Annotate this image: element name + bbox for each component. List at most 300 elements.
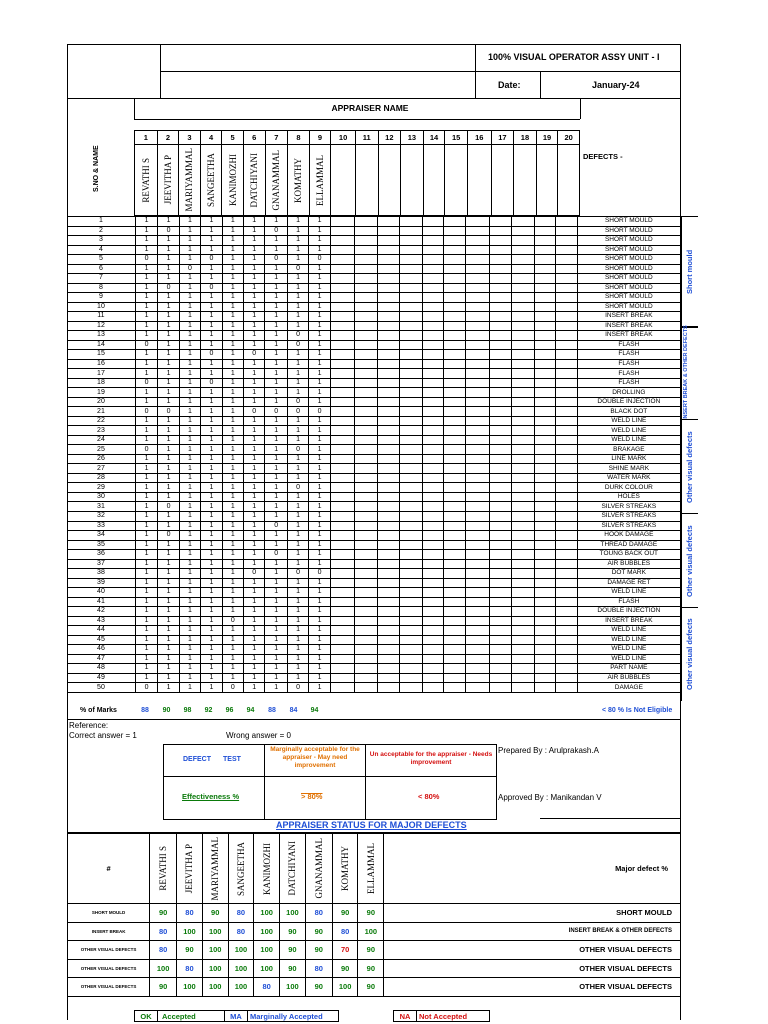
mark-cell: [512, 645, 534, 655]
mark-cell: [489, 416, 511, 426]
legend-not-accepted: Not Accepted: [417, 1011, 490, 1022]
mark-cell: 1: [287, 502, 308, 512]
mark-cell: [512, 217, 534, 227]
mark-cell: [466, 654, 489, 664]
mark-cell: 1: [265, 397, 287, 407]
mark-cell: [444, 654, 466, 664]
mark-cell: 1: [179, 654, 200, 664]
status-percent: 90: [358, 941, 384, 960]
mark-cell: [512, 597, 534, 607]
status-percent: 100: [332, 978, 358, 997]
mark-cell: 1: [287, 635, 308, 645]
mark-cell: [400, 473, 422, 483]
mark-cell: 1: [265, 492, 287, 502]
mark-cell: [400, 359, 422, 369]
mark-cell: [534, 454, 555, 464]
mark-cell: 1: [287, 531, 308, 541]
mark-cell: 1: [222, 531, 243, 541]
mark-cell: 1: [179, 511, 200, 521]
mark-cell: [377, 626, 399, 636]
mark-cell: [556, 521, 577, 531]
row-number: 49: [67, 673, 135, 683]
row-number: 3: [67, 236, 135, 246]
mark-cell: 0: [135, 255, 157, 265]
mark-cell: 1: [244, 283, 265, 293]
column-number: 20: [558, 131, 580, 145]
mark-cell: [489, 673, 511, 683]
mark-cell: 1: [309, 654, 330, 664]
mark-cell: [512, 340, 534, 350]
mark-cell: 1: [158, 445, 179, 455]
status-percent: 100: [254, 941, 280, 960]
mark-cell: [377, 597, 399, 607]
mark-cell: [355, 588, 377, 598]
mark-cell: [534, 236, 555, 246]
mark-cell: [489, 226, 511, 236]
row-number: 44: [67, 626, 135, 636]
mark-cell: [355, 350, 377, 360]
mark-cell: [355, 492, 377, 502]
status-percent: 100: [254, 922, 280, 941]
mark-cell: [556, 492, 577, 502]
appraiser-name-cell: [200, 145, 222, 216]
mark-cell: [534, 378, 555, 388]
mark-cell: [377, 293, 399, 303]
mark-cell: [556, 388, 577, 398]
mark-cell: 1: [201, 483, 222, 493]
status-name-cell: [332, 834, 358, 904]
mark-cell: [377, 378, 399, 388]
mark-cell: 1: [135, 588, 157, 598]
mark-cell: [444, 645, 466, 655]
mark-cell: [422, 559, 443, 569]
mark-cell: 1: [287, 388, 308, 398]
mark-cell: [466, 407, 489, 417]
mark-cell: [330, 302, 354, 312]
mark-cell: [489, 397, 511, 407]
mark-cell: [512, 321, 534, 331]
marks-label: % of Marks: [80, 707, 117, 714]
row-number: 9: [67, 293, 135, 303]
mark-cell: [422, 226, 443, 236]
mark-cell: [556, 607, 577, 617]
mark-cell: [466, 378, 489, 388]
mark-cell: [466, 559, 489, 569]
mark-cell: 1: [244, 426, 265, 436]
mark-cell: [355, 664, 377, 674]
mark-cell: 1: [244, 369, 265, 379]
mark-cell: [444, 302, 466, 312]
status-appraiser-name: KOMATHY: [340, 846, 351, 891]
mark-cell: [355, 445, 377, 455]
criteria-vline1: [264, 744, 265, 820]
mark-cell: 1: [179, 502, 200, 512]
mark-cell: 1: [158, 626, 179, 636]
mark-cell: [556, 350, 577, 360]
mark-cell: [556, 616, 577, 626]
appraiser-name-cell: [401, 145, 424, 216]
mark-cell: [444, 597, 466, 607]
mark-cell: 1: [179, 388, 200, 398]
correct-answer: Correct answer = 1: [69, 731, 137, 740]
mark-cell: [330, 654, 354, 664]
row-number: 38: [67, 569, 135, 579]
status-name-cell: [358, 834, 384, 904]
mark-cell: 1: [201, 397, 222, 407]
mark-cell: [355, 407, 377, 417]
mark-cell: 1: [179, 245, 200, 255]
table-row: [67, 388, 681, 398]
mark-cell: 1: [158, 521, 179, 531]
appraiser-name-cell: [514, 145, 537, 216]
mark-cell: [512, 283, 534, 293]
mark-cell: 1: [265, 464, 287, 474]
defect-name: SHORT MOULD: [577, 264, 680, 274]
mark-cell: [422, 264, 443, 274]
mark-cell: [556, 274, 577, 284]
mark-cell: 1: [158, 683, 179, 693]
mark-cell: [556, 340, 577, 350]
mark-cell: [330, 293, 354, 303]
mark-cell: [556, 302, 577, 312]
mark-cell: [512, 559, 534, 569]
mark-cell: 1: [135, 473, 157, 483]
mark-cell: [534, 426, 555, 436]
mark-cell: [444, 607, 466, 617]
mark-cell: [489, 426, 511, 436]
column-number: 16: [467, 131, 491, 145]
mark-cell: 1: [135, 673, 157, 683]
mark-cell: 1: [201, 616, 222, 626]
mark-cell: 1: [135, 264, 157, 274]
mark-cell: [512, 369, 534, 379]
status-percent: 70: [332, 941, 358, 960]
mark-cell: [377, 607, 399, 617]
mark-cell: [400, 483, 422, 493]
mark-cell: [422, 664, 443, 674]
mark-cell: [512, 635, 534, 645]
mark-cell: 1: [158, 473, 179, 483]
mark-cell: 1: [135, 435, 157, 445]
mark-cell: 1: [201, 331, 222, 341]
mark-cell: [330, 245, 354, 255]
mark-cell: 1: [179, 616, 200, 626]
mark-cell: [330, 464, 354, 474]
mark-cell: 1: [309, 350, 330, 360]
mark-cell: [422, 483, 443, 493]
mark-cell: 1: [309, 217, 330, 227]
mark-cell: [444, 559, 466, 569]
mark-cell: [512, 359, 534, 369]
row-number: 26: [67, 454, 135, 464]
table-row: [67, 464, 681, 474]
mark-cell: 0: [265, 550, 287, 560]
table-row: [67, 607, 681, 617]
marks-percent: 88: [141, 707, 149, 714]
mark-cell: [489, 550, 511, 560]
mark-cell: [355, 217, 377, 227]
mark-cell: [489, 331, 511, 341]
mark-cell: [330, 407, 354, 417]
mark-cell: [422, 550, 443, 560]
approved-by: Approved By : Manikandan V: [498, 793, 602, 802]
mark-cell: [377, 217, 399, 227]
status-title: APPRAISER STATUS FOR MAJOR DEFECTS: [276, 820, 467, 830]
mark-cell: 1: [135, 359, 157, 369]
mark-cell: [355, 483, 377, 493]
mark-cell: 0: [244, 350, 265, 360]
mark-cell: 1: [309, 683, 330, 693]
mark-cell: [466, 635, 489, 645]
defect-name: SHORT MOULD: [577, 283, 680, 293]
mark-cell: [400, 331, 422, 341]
mark-cell: 1: [222, 283, 243, 293]
mark-cell: [556, 293, 577, 303]
mark-cell: 1: [309, 378, 330, 388]
mark-cell: 1: [201, 445, 222, 455]
mark-cell: 1: [179, 283, 200, 293]
mark-cell: 1: [179, 378, 200, 388]
mark-cell: [400, 283, 422, 293]
mark-cell: [534, 255, 555, 265]
status-percent: 80: [305, 959, 332, 978]
mark-cell: [355, 597, 377, 607]
mark-cell: [489, 255, 511, 265]
column-number: 10: [331, 131, 356, 145]
row-number: 1: [67, 217, 135, 227]
mark-cell: [556, 673, 577, 683]
mark-cell: [355, 397, 377, 407]
date-label: Date:: [498, 80, 521, 90]
mark-cell: 1: [179, 473, 200, 483]
mark-cell: 1: [201, 550, 222, 560]
defect-name: SHORT MOULD: [577, 293, 680, 303]
mark-cell: 1: [309, 578, 330, 588]
mark-cell: 1: [287, 473, 308, 483]
mark-cell: [330, 616, 354, 626]
mark-cell: 0: [135, 445, 157, 455]
mark-cell: 1: [135, 664, 157, 674]
mark-cell: [534, 531, 555, 541]
appraiser-name: JEEVITHA P: [162, 155, 173, 205]
mark-cell: 1: [135, 531, 157, 541]
mark-cell: 1: [287, 226, 308, 236]
mark-cell: 1: [265, 559, 287, 569]
mark-cell: 1: [244, 359, 265, 369]
status-row: [68, 922, 681, 941]
mark-cell: 1: [287, 359, 308, 369]
mark-cell: 1: [158, 397, 179, 407]
mark-cell: 1: [244, 626, 265, 636]
table-row: [67, 531, 681, 541]
mark-cell: 1: [222, 321, 243, 331]
mark-cell: [466, 473, 489, 483]
mark-cell: 1: [201, 578, 222, 588]
mark-cell: [534, 521, 555, 531]
mark-cell: [422, 540, 443, 550]
row-number: 28: [67, 473, 135, 483]
mark-cell: 1: [179, 226, 200, 236]
mark-cell: 1: [244, 226, 265, 236]
status-percent: 90: [305, 978, 332, 997]
table-row: [67, 473, 681, 483]
mark-cell: [330, 473, 354, 483]
mark-cell: [377, 654, 399, 664]
status-percent: 90: [358, 978, 384, 997]
mark-cell: [330, 369, 354, 379]
mark-cell: [355, 559, 377, 569]
mark-cell: 1: [287, 607, 308, 617]
mark-cell: [556, 378, 577, 388]
row-number: 20: [67, 397, 135, 407]
mark-cell: [534, 664, 555, 674]
mark-cell: 1: [222, 645, 243, 655]
mark-cell: [355, 378, 377, 388]
mark-cell: [400, 683, 422, 693]
mark-cell: [422, 635, 443, 645]
status-percent: 100: [280, 978, 306, 997]
mark-cell: 1: [158, 293, 179, 303]
defect-name: WELD LINE: [577, 626, 680, 636]
mark-cell: 1: [244, 473, 265, 483]
mark-cell: [355, 521, 377, 531]
mark-cell: [556, 426, 577, 436]
mark-cell: 1: [309, 236, 330, 246]
mark-cell: 1: [222, 416, 243, 426]
mark-cell: 1: [287, 673, 308, 683]
mark-cell: 1: [201, 588, 222, 598]
mark-cell: 1: [309, 531, 330, 541]
row-number: 47: [67, 654, 135, 664]
mark-cell: 1: [287, 283, 308, 293]
row-number: 21: [67, 407, 135, 417]
mark-cell: 1: [179, 321, 200, 331]
mark-cell: 0: [158, 407, 179, 417]
mark-cell: 1: [265, 511, 287, 521]
mark-cell: [400, 426, 422, 436]
mark-cell: [556, 435, 577, 445]
marks-percent: 98: [183, 707, 192, 714]
mark-cell: [377, 464, 399, 474]
mark-cell: 1: [201, 435, 222, 445]
mark-cell: 0: [265, 407, 287, 417]
mark-cell: [556, 683, 577, 693]
row-number: 4: [67, 245, 135, 255]
mark-cell: 1: [309, 540, 330, 550]
mark-cell: [512, 654, 534, 664]
status-percent: 90: [177, 941, 203, 960]
mark-cell: 1: [244, 645, 265, 655]
mark-cell: [400, 416, 422, 426]
mark-cell: [422, 255, 443, 265]
mark-cell: [400, 378, 422, 388]
mark-cell: [355, 274, 377, 284]
mark-cell: 1: [222, 540, 243, 550]
row-number: 39: [67, 578, 135, 588]
mark-cell: [534, 645, 555, 655]
mark-cell: 1: [158, 369, 179, 379]
mark-cell: 1: [265, 540, 287, 550]
table-row: [67, 673, 681, 683]
status-row-label: OTHER VISUAL DEFECTS: [68, 959, 150, 978]
mark-cell: [534, 274, 555, 284]
mark-cell: [444, 321, 466, 331]
mark-cell: [400, 569, 422, 579]
mark-cell: [512, 531, 534, 541]
column-number: 1: [135, 131, 158, 145]
mark-cell: [534, 683, 555, 693]
mark-cell: [556, 559, 577, 569]
mark-cell: 1: [135, 245, 157, 255]
mark-cell: 1: [287, 654, 308, 664]
mark-cell: 1: [179, 416, 200, 426]
mark-cell: 1: [158, 664, 179, 674]
mark-cell: 0: [287, 340, 308, 350]
mark-cell: 1: [158, 569, 179, 579]
column-number: 14: [423, 131, 445, 145]
mark-cell: [534, 217, 555, 227]
mark-cell: [534, 340, 555, 350]
mark-cell: [330, 340, 354, 350]
mark-cell: 1: [309, 369, 330, 379]
mark-cell: 1: [201, 531, 222, 541]
mark-cell: 1: [309, 312, 330, 322]
mark-cell: 1: [265, 635, 287, 645]
row-number: 18: [67, 378, 135, 388]
mark-cell: [400, 350, 422, 360]
mark-cell: [534, 511, 555, 521]
mark-cell: [422, 416, 443, 426]
table-row: [67, 664, 681, 674]
mark-cell: [400, 236, 422, 246]
mark-cell: [556, 502, 577, 512]
mark-cell: 1: [244, 264, 265, 274]
defect-name: HOOK DAMAGE: [577, 531, 680, 541]
mark-cell: [512, 407, 534, 417]
mark-cell: 1: [179, 607, 200, 617]
mark-cell: 1: [222, 607, 243, 617]
mark-cell: 1: [287, 302, 308, 312]
mark-cell: 1: [222, 407, 243, 417]
status-percent: 100: [202, 978, 228, 997]
mark-cell: [355, 502, 377, 512]
mark-cell: [377, 416, 399, 426]
status-header-row: [68, 834, 681, 904]
mark-cell: 1: [201, 559, 222, 569]
mark-cell: 1: [201, 569, 222, 579]
mark-cell: 1: [222, 435, 243, 445]
mark-cell: 1: [158, 559, 179, 569]
mark-cell: 1: [244, 435, 265, 445]
mark-cell: [444, 502, 466, 512]
table-row: [67, 312, 681, 322]
mark-cell: [444, 340, 466, 350]
mark-cell: [534, 492, 555, 502]
mark-cell: 1: [179, 569, 200, 579]
mark-cell: 1: [158, 540, 179, 550]
table-row: [67, 502, 681, 512]
wrong-answer: Wrong answer = 0: [226, 731, 291, 740]
mark-cell: [534, 397, 555, 407]
defect-name: SHORT MOULD: [577, 217, 680, 227]
mark-cell: [330, 502, 354, 512]
mark-cell: 1: [179, 454, 200, 464]
mark-cell: 1: [265, 321, 287, 331]
mark-cell: 1: [222, 369, 243, 379]
mark-cell: [400, 274, 422, 284]
mark-cell: [377, 264, 399, 274]
mark-cell: [377, 483, 399, 493]
